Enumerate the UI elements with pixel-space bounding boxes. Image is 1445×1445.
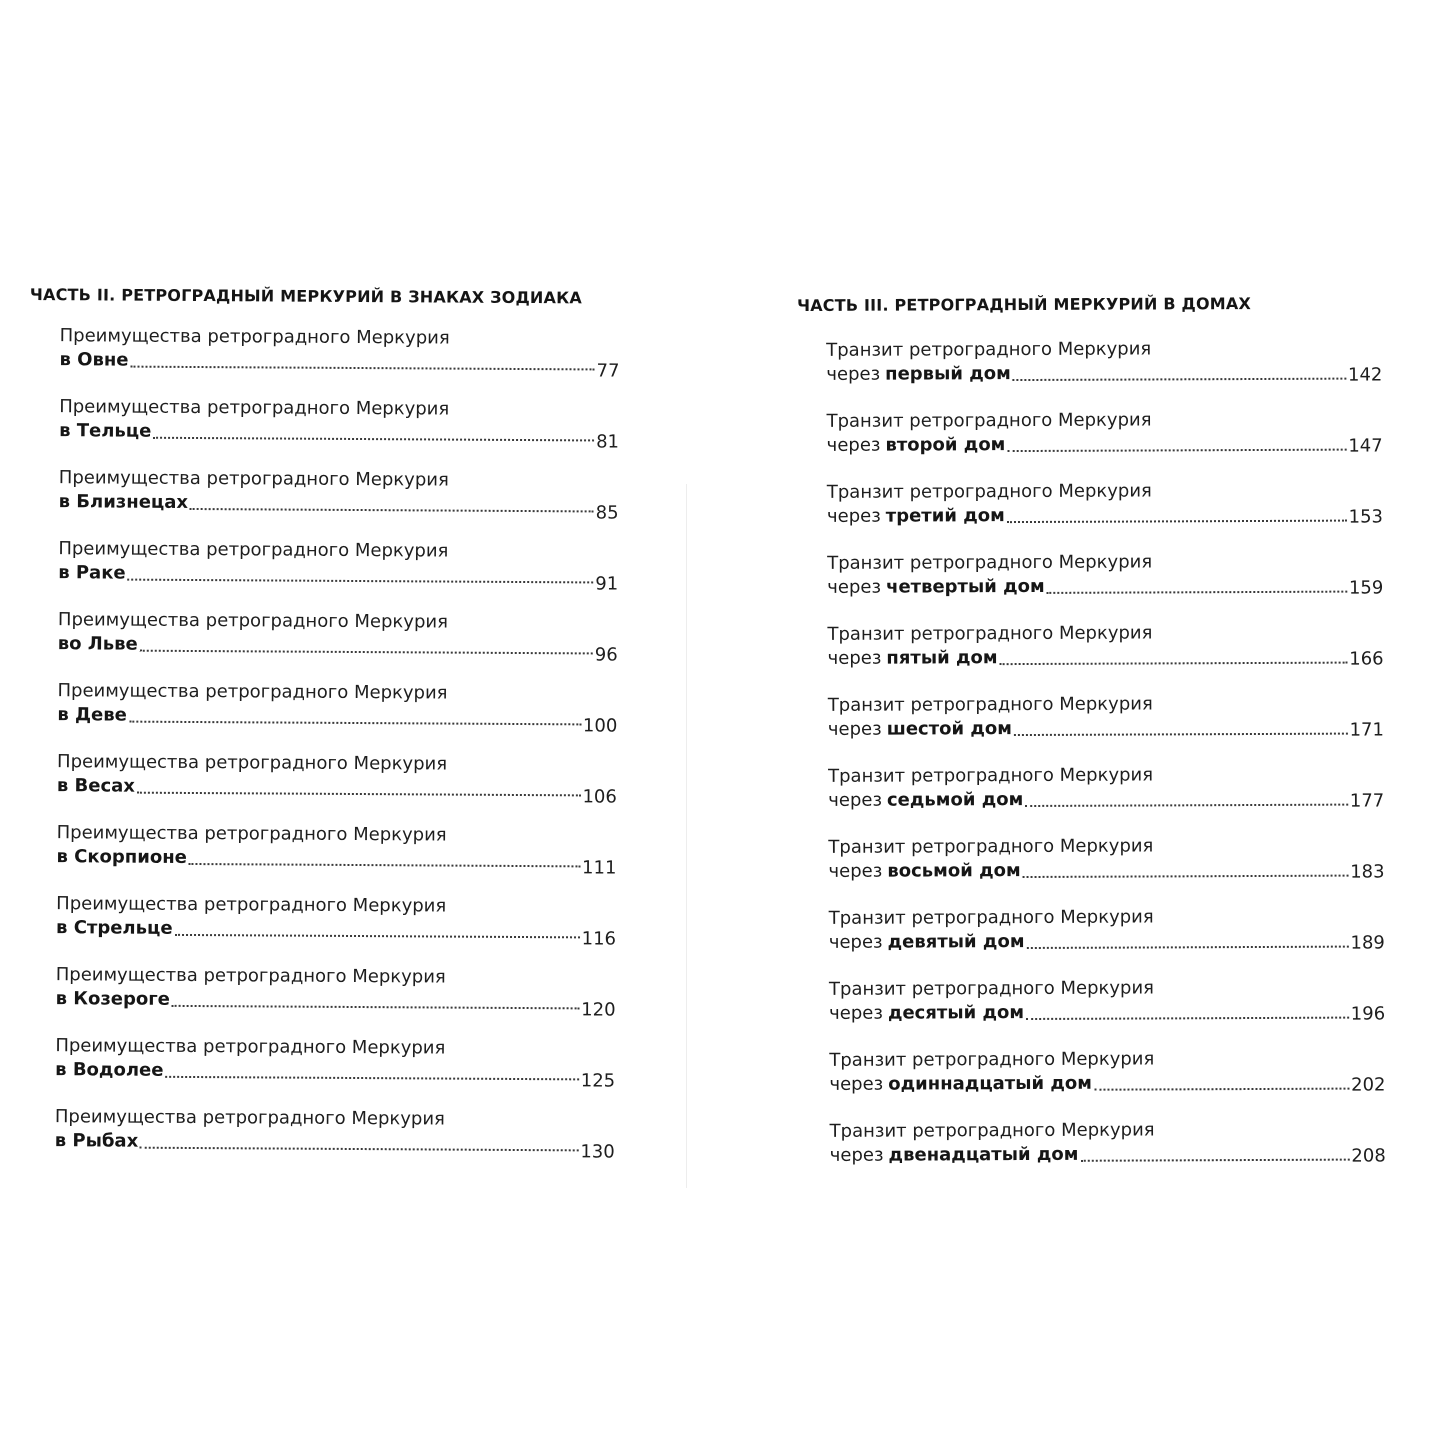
dot-leader — [140, 1146, 578, 1152]
entry-title: Транзит ретроградного Меркурия — [828, 906, 1154, 929]
entry-lead: через — [826, 363, 881, 385]
dot-leader — [153, 436, 594, 442]
dot-leader — [1013, 377, 1346, 381]
entry-detail — [826, 360, 1382, 386]
entry-title: Транзит ретроградного Меркурия — [829, 1119, 1155, 1142]
entry-detail — [55, 987, 616, 1021]
entry-lead: через — [827, 718, 882, 740]
entry-sign: в Овне — [59, 349, 129, 371]
dot-leader — [140, 649, 593, 655]
page-number: 208 — [1351, 1145, 1386, 1167]
entry-detail — [828, 644, 1384, 670]
entry-detail — [58, 490, 619, 524]
entry-sign: в Раке — [58, 562, 126, 584]
page-number: 177 — [1349, 790, 1385, 812]
entry-lead: через — [829, 1144, 884, 1166]
toc-entry[interactable] — [57, 750, 617, 824]
entry-house: шестой дом — [886, 718, 1013, 740]
dot-leader — [1081, 1158, 1350, 1162]
entry-title: Преимущества ретроградного Меркурия — [57, 609, 449, 633]
dot-leader — [129, 720, 581, 726]
entry-detail — [828, 786, 1384, 812]
dot-leader — [1025, 803, 1347, 807]
entry-detail — [828, 715, 1384, 741]
toc-entry[interactable] — [55, 1034, 615, 1108]
entry-detail — [830, 1141, 1386, 1167]
toc-entry[interactable] — [827, 478, 1383, 551]
entry-title: Преимущества ретроградного Меркурия — [56, 893, 447, 917]
entry-sign: в Водолее — [55, 1059, 164, 1081]
entry-house: третий дом — [885, 505, 1005, 527]
entry-detail — [827, 573, 1383, 599]
dot-leader — [175, 933, 580, 938]
entry-detail — [829, 1070, 1385, 1096]
toc-entry[interactable] — [59, 324, 619, 398]
entry-lead: через — [828, 789, 883, 811]
entry-title: Преимущества ретроградного Меркурия — [58, 467, 449, 491]
part-title: ЧАСТЬ III. РЕТРОГРАДНЫЙ МЕРКУРИЙ В ДОМАХ — [797, 294, 1252, 315]
entry-title: Преимущества ретроградного Меркурия — [57, 680, 448, 704]
dot-leader — [137, 791, 581, 797]
dot-leader — [1026, 1016, 1349, 1020]
entry-title: Транзит ретроградного Меркурия — [827, 622, 1153, 645]
left-page-toc — [25, 284, 630, 1180]
toc-list — [826, 336, 1386, 1190]
page-number: 159 — [1348, 577, 1384, 599]
entry-detail — [58, 561, 619, 595]
entry-house: первый дом — [885, 363, 1011, 385]
entry-title: Преимущества ретроградного Меркурия — [56, 822, 447, 846]
toc-entry[interactable] — [57, 679, 617, 753]
toc-entry[interactable] — [829, 1046, 1385, 1119]
toc-entry[interactable] — [55, 963, 615, 1037]
entry-house: двенадцатый дом — [888, 1143, 1079, 1166]
entry-lead: через — [826, 434, 881, 456]
entry-title: Транзит ретроградного Меркурия — [827, 551, 1153, 574]
page-number: 183 — [1350, 861, 1385, 883]
part-title: ЧАСТЬ II. РЕТРОГРАДНЫЙ МЕРКУРИЙ В ЗНАКАХ ЗОДИАКА — [29, 284, 583, 308]
toc-entry[interactable] — [56, 821, 616, 895]
toc-entry[interactable] — [827, 549, 1383, 622]
entry-title: Транзит ретроградного Меркурия — [826, 480, 1152, 503]
toc-entry[interactable] — [58, 537, 618, 611]
entry-house: пятый дом — [886, 647, 998, 669]
entry-sign: в Рыбах — [54, 1130, 139, 1152]
entry-sign: в Деве — [57, 704, 127, 726]
dot-leader — [1027, 945, 1349, 949]
entry-sign: в Козероге — [55, 988, 170, 1010]
toc-entry[interactable] — [58, 466, 618, 540]
entry-title: Преимущества ретроградного Меркурия — [55, 1035, 446, 1059]
entry-house: четвертый дом — [886, 575, 1045, 598]
toc-entry[interactable] — [829, 904, 1385, 977]
toc-entry[interactable] — [55, 1105, 615, 1179]
dot-leader — [165, 1075, 578, 1081]
entry-sign: в Скорпионе — [56, 846, 187, 868]
entry-detail — [827, 502, 1383, 528]
entry-house: десятый дом — [887, 1002, 1025, 1024]
dot-leader — [189, 862, 580, 867]
page-number: 202 — [1351, 1074, 1386, 1096]
dot-leader — [172, 1004, 579, 1009]
page-number: 153 — [1348, 506, 1384, 528]
entry-detail — [55, 1058, 616, 1092]
dot-leader — [190, 507, 594, 512]
entry-house: второй дом — [885, 434, 1006, 456]
dot-leader — [1047, 590, 1347, 594]
entry-sign: в Стрельце — [56, 917, 173, 939]
dot-leader — [1007, 519, 1347, 523]
entry-detail — [56, 774, 617, 808]
entry-house: девятый дом — [887, 931, 1025, 953]
toc-list — [55, 324, 620, 1179]
page-number: 85 — [595, 502, 619, 524]
toc-entry[interactable] — [826, 336, 1382, 409]
entry-lead: через — [829, 1073, 884, 1095]
page-number: 116 — [581, 928, 617, 950]
entry-title: Транзит ретроградного Меркурия — [828, 835, 1154, 858]
dot-leader — [1007, 448, 1346, 452]
entry-lead: через — [828, 860, 883, 882]
toc-entry[interactable] — [827, 620, 1383, 693]
entry-lead: через — [827, 647, 882, 669]
entry-lead: через — [829, 1002, 883, 1024]
toc-entry[interactable] — [828, 691, 1384, 764]
entry-sign: в Близнецах — [58, 491, 189, 513]
entry-title: Преимущества ретроградного Меркурия — [59, 325, 450, 349]
entry-detail — [829, 928, 1385, 954]
right-page-toc — [797, 292, 1391, 1191]
toc-entry[interactable] — [828, 833, 1384, 906]
toc-entry[interactable] — [828, 762, 1384, 835]
toc-entry[interactable] — [59, 395, 619, 469]
entry-detail — [56, 845, 617, 879]
page-number: 125 — [580, 1070, 616, 1092]
entry-detail — [828, 857, 1384, 883]
entry-detail — [57, 703, 618, 737]
entry-title: Преимущества ретроградного Меркурия — [59, 396, 450, 420]
toc-entry[interactable] — [830, 1117, 1386, 1190]
entry-detail — [56, 916, 617, 950]
page-number: 106 — [582, 786, 617, 808]
entry-sign: во Льве — [57, 633, 138, 655]
page-fold-divider — [686, 484, 687, 1188]
entry-detail — [54, 1129, 615, 1163]
entry-detail — [57, 632, 618, 666]
entry-title: Транзит ретроградного Меркурия — [826, 409, 1152, 432]
dot-leader — [130, 365, 594, 371]
page-number: 166 — [1349, 648, 1384, 670]
entry-detail — [59, 348, 620, 382]
page-number: 91 — [595, 573, 619, 595]
entry-title: Транзит ретроградного Меркурия — [828, 977, 1155, 1000]
entry-lead: через — [828, 931, 883, 953]
dot-leader — [1014, 732, 1348, 736]
entry-title: Преимущества ретроградного Меркурия — [55, 964, 446, 988]
toc-entry[interactable] — [829, 975, 1385, 1048]
toc-entry[interactable] — [58, 608, 618, 682]
entry-title: Преимущества ретроградного Меркурия — [58, 538, 449, 562]
entry-detail — [59, 419, 620, 453]
dot-leader — [1094, 1087, 1349, 1091]
page-number: 147 — [1348, 435, 1383, 457]
entry-title: Транзит ретроградного Меркурия — [826, 338, 1152, 361]
toc-entry[interactable] — [827, 407, 1383, 480]
entry-detail — [827, 431, 1383, 457]
page-number: 81 — [596, 431, 620, 453]
page-number: 77 — [596, 360, 620, 382]
page-number: 96 — [594, 644, 618, 666]
page-number: 196 — [1350, 1003, 1386, 1025]
entry-detail — [829, 999, 1385, 1025]
entry-house: восьмой дом — [887, 860, 1021, 882]
toc-entry[interactable] — [56, 892, 616, 966]
entry-lead: через — [827, 576, 882, 598]
entry-title: Транзит ретроградного Меркурия — [829, 1048, 1155, 1071]
entry-sign: в Тельце — [59, 420, 152, 442]
dot-leader — [1023, 874, 1348, 878]
entry-lead: через — [826, 505, 881, 527]
page-number: 142 — [1347, 364, 1383, 386]
entry-house: одиннадцатый дом — [888, 1072, 1093, 1095]
page-number: 189 — [1350, 932, 1385, 954]
entry-house: седьмой дом — [886, 789, 1024, 811]
dot-leader — [1000, 661, 1348, 666]
entry-title: Преимущества ретроградного Меркурия — [57, 751, 448, 775]
entry-title: Преимущества ретроградного Меркурия — [54, 1106, 445, 1130]
page-number: 100 — [582, 715, 618, 737]
dot-leader — [128, 578, 594, 584]
page-number: 120 — [581, 999, 616, 1021]
page-number: 130 — [580, 1141, 615, 1163]
page-number: 171 — [1349, 719, 1384, 741]
entry-title: Транзит ретроградного Меркурия — [828, 764, 1154, 787]
entry-title: Транзит ретроградного Меркурия — [827, 693, 1153, 716]
entry-sign: в Весах — [56, 775, 136, 797]
page-number: 111 — [582, 857, 617, 879]
